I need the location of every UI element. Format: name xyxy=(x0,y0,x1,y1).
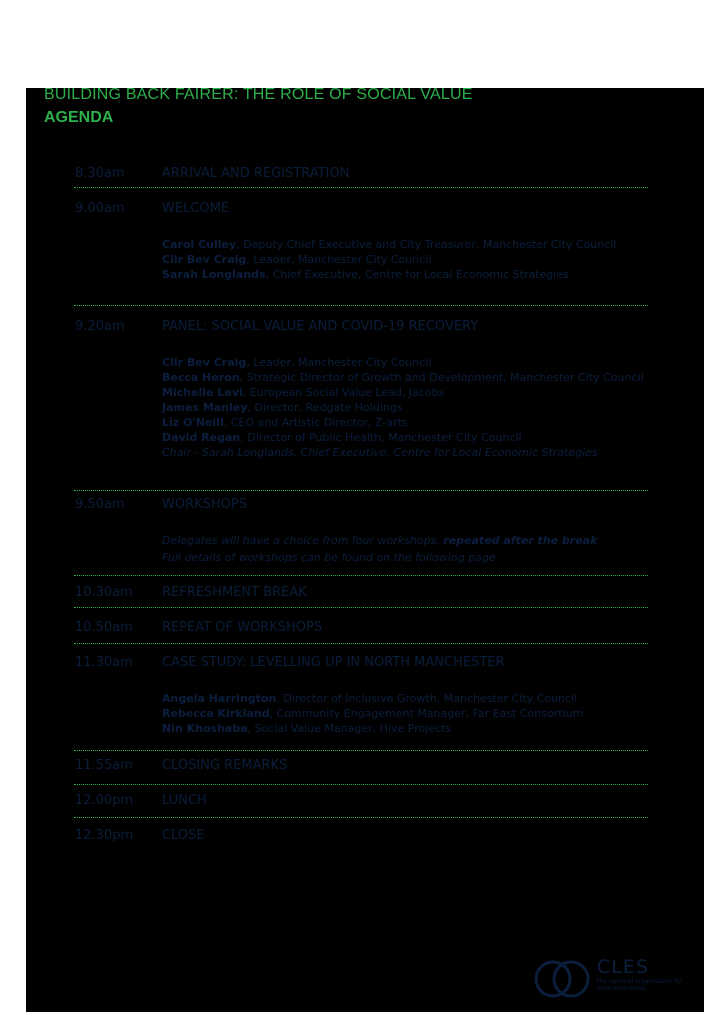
speaker-name: Rebecca Kirkland xyxy=(162,707,270,720)
agenda-time: 10.30am xyxy=(75,585,133,600)
speaker xyxy=(162,252,616,267)
cles-logo-icon xyxy=(533,958,593,1000)
divider xyxy=(74,817,648,818)
workshop-note xyxy=(162,532,597,566)
logo-tagline: the national organisation for local economies xyxy=(597,978,683,992)
agenda-heading: PANEL: SOCIAL VALUE AND COVID-19 RECOVERY xyxy=(162,319,479,334)
divider xyxy=(74,643,648,644)
agenda-time: 9.50am xyxy=(75,497,125,512)
agenda-heading: WORKSHOPS xyxy=(162,497,247,512)
agenda-heading: REFRESHMENT BREAK xyxy=(162,585,307,600)
divider xyxy=(74,305,648,306)
divider xyxy=(74,575,648,576)
cles-logo xyxy=(533,958,693,1000)
speaker xyxy=(162,691,583,706)
speaker-role: , Director of Inclusive Growth, Manchester City Council xyxy=(276,692,578,705)
divider xyxy=(74,750,648,751)
agenda-time: 12.00pm xyxy=(75,793,134,808)
speaker-role: , European Social Value Lead, Jacobs xyxy=(242,386,445,399)
workshop-note-line xyxy=(162,532,597,549)
workshop-note-text: Delegates will have a choice from four workshops, xyxy=(162,534,444,547)
speaker-role: , Director of Public Health, Manchester City Council xyxy=(240,431,522,444)
speaker-role: , Community Engagement Manager, Far East Consortium xyxy=(269,707,584,720)
speaker-name: Cllr Bev Craig xyxy=(162,356,247,369)
page-subtitle: AGENDA xyxy=(44,109,114,126)
agenda-heading: REPEAT OF WORKSHOPS xyxy=(162,620,323,635)
speaker-name: Michelle Levi xyxy=(162,386,243,399)
speaker-role: , Deputy Chief Executive and City Treasurer, Manchester City Council xyxy=(236,238,617,251)
speaker xyxy=(162,355,644,370)
agenda-time: 9.00am xyxy=(75,201,125,216)
agenda-heading: WELCOME xyxy=(162,201,230,216)
divider xyxy=(74,607,648,608)
speaker-role: , Social Value Manager, Hive Projects xyxy=(247,722,452,735)
speaker-role: , Leader, Manchester City Council xyxy=(246,356,432,369)
agenda-heading: ARRIVAL AND REGISTRATION xyxy=(162,166,350,181)
speaker xyxy=(162,370,644,385)
logo-name: CLES xyxy=(597,956,649,978)
speaker-role: , Strategic Director of Growth and Development, Manchester City Council xyxy=(239,371,644,384)
speaker xyxy=(162,415,644,430)
agenda-heading: CLOSE xyxy=(162,828,205,843)
agenda-time: 9.20am xyxy=(75,319,125,334)
speaker xyxy=(162,706,583,721)
speaker-name: Liz O'Neill xyxy=(162,416,224,429)
speaker xyxy=(162,267,616,282)
speaker xyxy=(162,400,644,415)
workshop-note-emphasis: repeated after the break xyxy=(443,534,598,547)
page-title: BUILDING BACK FAIRER: THE ROLE OF SOCIAL VALUE xyxy=(44,86,473,103)
agenda-time: 8.30am xyxy=(75,166,125,181)
speaker-name: Sarah Longlands xyxy=(162,268,266,281)
speaker-list xyxy=(162,237,616,282)
speaker-name: David Regan xyxy=(162,431,241,444)
speaker-name: Nin Khoshaba xyxy=(162,722,248,735)
speaker-name: Becca Heron xyxy=(162,371,240,384)
agenda-time: 12.30pm xyxy=(75,828,134,843)
speaker xyxy=(162,721,583,736)
agenda-time: 11.55am xyxy=(75,758,133,773)
speaker-name: James Manley xyxy=(162,401,248,414)
workshop-note-line: Full details of workshops can be found on the following page xyxy=(162,551,496,564)
speaker xyxy=(162,430,644,445)
speaker-role: , CEO and Artistic Director, Z-arts xyxy=(223,416,408,429)
divider xyxy=(74,187,648,188)
speaker xyxy=(162,237,616,252)
panel-chair: Chair - Sarah Longlands, Chief Executive, Centre for Local Economic Strategies xyxy=(162,446,598,459)
speaker-list xyxy=(162,355,644,460)
speaker-role: , Leader, Manchester City Council xyxy=(246,253,432,266)
agenda-heading: CASE STUDY: LEVELLING UP IN NORTH MANCHESTER xyxy=(162,655,505,670)
divider xyxy=(74,490,648,491)
agenda-time: 10.50am xyxy=(75,620,133,635)
speaker-name: Carol Culley xyxy=(162,238,237,251)
agenda-time: 11.30am xyxy=(75,655,133,670)
agenda-heading: LUNCH xyxy=(162,793,207,808)
speaker-list xyxy=(162,691,583,736)
speaker xyxy=(162,385,644,400)
speaker-name: Angela Harrington xyxy=(162,692,277,705)
speaker-name: Cllr Bev Craig xyxy=(162,253,247,266)
divider xyxy=(74,784,648,785)
speaker-role: , Chief Executive, Centre for Local Economic Strategies xyxy=(265,268,569,281)
agenda-heading: CLOSING REMARKS xyxy=(162,758,288,773)
speaker-role: , Director, Redgate Holdings xyxy=(247,401,403,414)
